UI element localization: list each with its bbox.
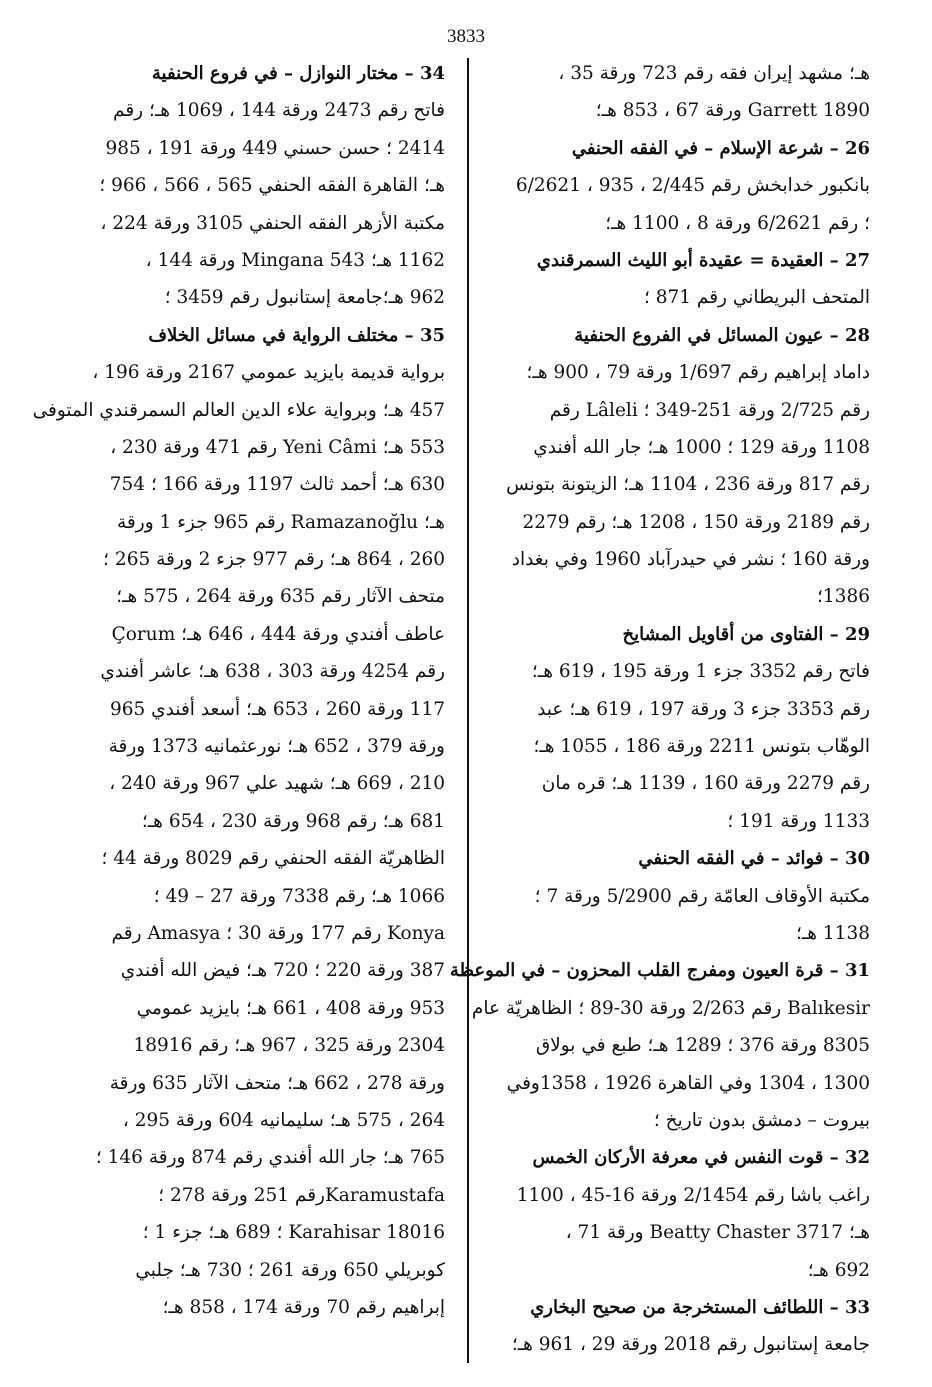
text-line: فاتح رقم 2473 ورقة 144 ، 1069 هـ؛ رقم [113,100,445,122]
text-line: 2414 ؛ حسن حسني 449 ورقة 191 ، 985 [105,137,445,159]
text-line: الظاهريّة الفقه الحنفي رقم 8029 ورقة 44 ؛ [101,848,445,870]
text-line: Karahisar 18016 ؛ 689 هـ؛ جزء 1 ؛ [142,1222,445,1244]
right-column [449,55,870,1364]
text-line: 1066 هـ؛ رقم 7338 ورقة 27 – 49 ؛ [153,885,445,907]
text-line: 1162 هـ؛ Mingana 543 ورقة 144 ، [145,249,445,271]
text-line: هـ؛ Ramazanoğlu رقم 965 جزء 1 ورقة [117,511,445,533]
entry-heading: 32 – قوت النفس في معرفة الأركان الخمس [532,1147,870,1169]
text-line: 2304 ورقة 325 ، 967 هـ؛ رقم 18916 [133,1035,445,1057]
text-line: رقم 3353 جزء 3 ورقة 197 ، 619 هـ؛ عبد [537,698,870,720]
text-line: فاتح رقم 3352 جزء 1 ورقة 195 ، 619 هـ؛ [531,661,870,683]
text-line: رقم 2/725 ورقة 251-349 ؛ Lâleli رقم [549,399,870,421]
text-line: Karamustafaرقم 251 ورقة 278 ؛ [158,1184,445,1206]
text-line: رقم 2279 ورقة 160 ، 1139 هـ؛ قره مان [541,773,870,795]
text-line: 1133 ورقة 191 ؛ [727,810,870,832]
entry-heading: 29 – الفتاوى من أقاويل المشايخ [622,623,870,645]
text-line: 387 ورقة 220 ؛ 720 هـ؛ فيض الله أفندي [120,960,445,982]
entry-heading: 31 – قرة العيون ومفرج القلب المحزون – في الموعظة [449,960,870,982]
text-line: برواية قديمة بايزيد عمومي 2167 ورقة 196 ، [92,362,445,384]
text-line: ؛ رقم 6/2621 ورقة 8 ، 1100 هـ؛ [605,212,870,234]
entry-heading: 27 – العقيدة = عقيدة أبو الليث السمرقندي [536,249,870,271]
text-line: 953 ورقة 408 ، 661 هـ؛ بايزيد عمومي [136,997,445,1019]
text-line: 1138 هـ؛ [795,922,870,944]
text-line: 692 هـ؛ [807,1259,870,1281]
text-line: هـ؛ القاهرة الفقه الحنفي 565 ، 566 ، 966 ؛ [99,175,445,197]
text-line: هـ؛ Beatty Chaster 3717 ورقة 71 ، [565,1222,870,1244]
text-line: عاطف أفندي ورقة 444 ، 646 هـ؛ Çorum [111,623,445,645]
page-number: 3833 [447,26,485,47]
text-line: رقم 817 ورقة 236 ، 1104 هـ؛ الزيتونة بتونس [506,474,870,496]
entry-heading: 35 – مختلف الرواية في مسائل الخلاف [148,324,445,346]
entry-heading: 34 – مختار النوازل – في فروع الحنفية [151,63,445,84]
text-line: جامعة إستانبول رقم 2018 ورقة 29 ، 961 هـ؛ [511,1334,870,1356]
entry-heading: 28 – عيون المسائل في الفروع الحنفية [574,324,870,346]
text-line: مكتبة الأوقاف العامّة رقم 5/2900 ورقة 7 ؛ [534,885,870,907]
text-line: 210 ، 669 هـ؛ شهيد علي 967 ورقة 240 ، [109,773,445,795]
text-line: راغب باشا رقم 2/1454 ورقة 16-45 ، 1100 [516,1184,870,1206]
entry-heading: 26 – شرعة الإسلام – في الفقه الحنفي [571,137,870,159]
text-line: 765 هـ؛ جار الله أفندي رقم 874 ورقة 146 ؛ [95,1147,445,1169]
text-line: Konya رقم 177 ورقة 30 ؛ Amasya رقم [111,922,445,944]
text-line: المتحف البريطاني رقم 871 ؛ [643,287,870,309]
text-line: 1386؛ [817,586,870,608]
text-line: رقم 2189 ورقة 150 ، 1208 هـ؛ رقم 2279 [522,511,870,533]
entry-heading: 30 – فوائد – في الفقه الحنفي [638,848,870,870]
text-line: 1300 ، 1304 وفي القاهرة 1926 ، 1358وفي [506,1072,870,1094]
column-divider [467,58,469,1363]
left-column [32,55,445,1326]
text-line: 8305 ورقة 376 ؛ 1289 هـ؛ طبع في بولاق [535,1035,870,1057]
text-line: رقم 4254 ورقة 303 ، 638 هـ؛ عاشر أفندي [100,661,445,683]
text-line: داماد إبراهيم رقم 1/697 ورقة 79 ، 900 هـ؛ [526,362,870,384]
text-line: 681 هـ؛ رقم 968 ورقة 230 ، 654 هـ؛ [141,810,445,832]
text-line: إبراهيم رقم 70 ورقة 174 ، 858 هـ؛ [162,1296,445,1318]
text-line: ورقة 278 ، 662 هـ؛ متحف الآثار 635 ورقة [109,1072,445,1094]
text-line: Balıkesir رقم 2/263 ورقة 30-89 ؛ الظاهريّة عام [471,997,870,1019]
text-line: الوهّاب بتونس 2211 ورقة 186 ، 1055 هـ؛ [533,736,870,758]
entry-heading: 33 – اللطائف المستخرجة من صحيح البخاري [530,1296,870,1318]
text-line: 264 ، 575 هـ؛ سليمانيه 604 ورقة 295 ، [122,1109,445,1131]
text-line: بانكبور خدابخش رقم 2/445 ، 935 ، 6/2621 [515,175,870,197]
text-line: Garrett 1890 ورقة 67 ، 853 هـ؛ [595,100,870,122]
text-line: بيروت – دمشق بدون تاريخ ؛ [653,1109,870,1131]
text-line: 962 هـ؛جامعة إستانبول رقم 3459 ؛ [164,287,445,309]
text-line: كوبريلي 650 ورقة 261 ؛ 730 هـ؛ جلبي [135,1259,445,1281]
text-line: 630 هـ؛ أحمد ثالث 1197 ورقة 166 ؛ 754 [109,474,445,496]
text-line: متحف الآثار رقم 635 ورقة 264 ، 575 هـ؛ [116,586,445,608]
text-line: هـ؛ مشهد إيران فقه رقم 723 ورقة 35 ، [558,63,870,84]
text-line: 1108 ورقة 129 ؛ 1000 هـ؛ جار الله أفندي [533,436,870,458]
text-line: مكتبة الأزهر الفقه الحنفي 3105 ورقة 224 ، [100,212,445,234]
text-line: 117 ورقة 260 ، 653 هـ؛ أسعد أفندي 965 [109,698,445,720]
text-line: 457 هـ؛ وبرواية علاء الدين العالم السمرقندي المتوفى [32,399,445,421]
text-line: ورقة 379 ، 652 هـ؛ نورعثمانيه 1373 ورقة [108,736,445,758]
text-line: 260 ، 864 هـ؛ رقم 977 جزء 2 ورقة 265 ؛ [103,549,445,571]
text-line: 553 هـ؛ Yeni Câmi رقم 471 ورقة 230 ، [110,436,445,458]
text-line: ورقة 160 ؛ نشر في حيدرآباد 1960 وفي بغداد [511,549,870,571]
